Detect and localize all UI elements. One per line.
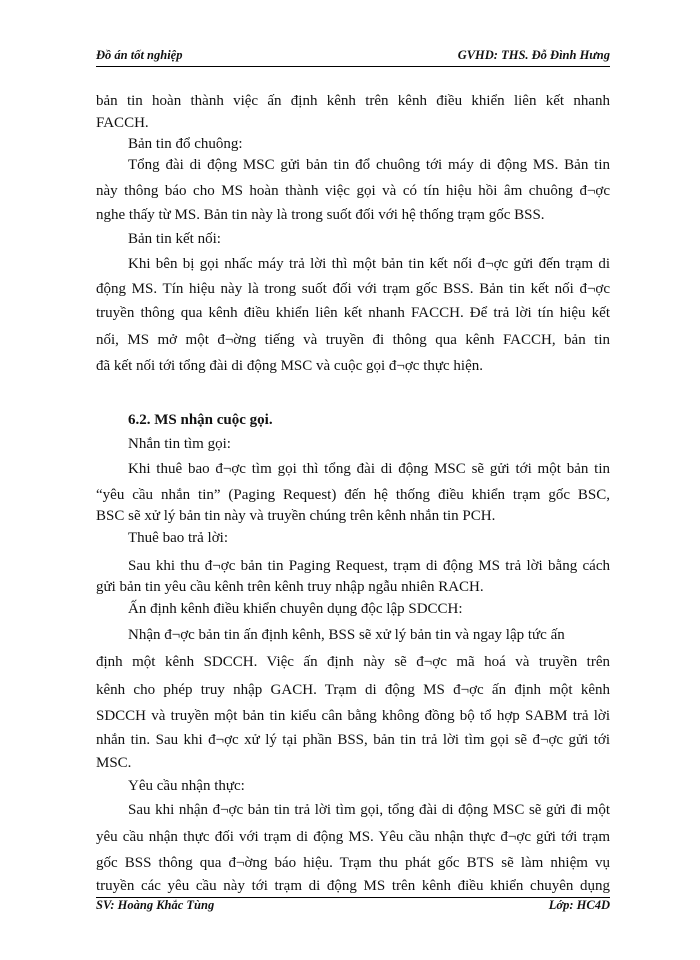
text-line: truyền các yêu cầu này tới trạm di động MS trên kênh điều khiển chuyên dụng — [96, 878, 610, 894]
subheading: Nhắn tin tìm gọi: — [128, 436, 231, 452]
text-line: bản tin hoàn thành việc ấn định kênh trên kênh điều khiển liên kết nhanh — [96, 93, 610, 109]
text-line: FACCH. — [96, 115, 149, 131]
text-line: nghe thấy từ MS. Bản tin này là trong suốt đối với hệ thống trạm gốc BSS. — [96, 207, 545, 223]
text-line: gốc BSS thông qua đ¬ờng báo hiệu. Trạm thu phát gốc BTS sẽ làm nhiệm vụ — [96, 855, 610, 871]
text-line: này thông báo cho MS hoàn thành việc gọi và có tín hiệu hồi âm chuông đ¬ợc — [96, 183, 610, 199]
text-line: động MS. Tín hiệu này là trong suốt đối với trạm gốc BSS. Bản tin kết nối đ¬ợc — [96, 281, 610, 297]
header-right: GVHD: THS. Đỗ Đình Hưng — [457, 48, 610, 62]
text-line: truyền thông qua kênh điều khiển liên kết nhanh FACCH. Để trả lời tín hiệu kết — [96, 305, 610, 321]
text-line: Tổng đài di động MSC gửi bản tin đổ chuông tới máy di động MS. Bản tin — [128, 157, 610, 173]
text-line: đã kết nối tới tổng đài di động MSC và cuộc gọi đ¬ợc thực hiện. — [96, 358, 483, 374]
footer-right: Lớp: HC4D — [548, 898, 610, 912]
subheading: Bản tin đổ chuông: — [128, 136, 243, 152]
page-footer — [96, 898, 610, 916]
text-line: MSC. — [96, 755, 132, 771]
text-line: nhắn tin. Sau khi đ¬ợc xử lý tại phần BSS, bản tin trả lời tìm gọi sẽ đ¬ợc gửi tới — [96, 732, 610, 748]
text-line: gửi bản tin yêu cầu kênh trên kênh truy nhập ngẫu nhiên RACH. — [96, 579, 484, 595]
text-line: Sau khi nhận đ¬ợc bản tin trả lời tìm gọi, tổng đài di động MSC sẽ gửi đi một — [128, 802, 610, 818]
text-line: Khi thuê bao đ¬ợc tìm gọi thì tổng đài di động MSC sẽ gửi tới một bản tin — [128, 461, 610, 477]
subheading: Ấn định kênh điều khiển chuyên dụng độc lập SDCCH: — [128, 601, 463, 617]
header-rule — [96, 66, 610, 67]
section-heading: 6.2. MS nhận cuộc gọi. — [128, 412, 273, 428]
text-line: Nhận đ¬ợc bản tin ấn định kênh, BSS sẽ xử lý bản tin và ngay lập tức ấn — [128, 627, 565, 643]
subheading: Bản tin kết nối: — [128, 231, 221, 247]
text-line: kênh cho phép truy nhập GACH. Trạm di động MS đ¬ợc ấn định một kênh — [96, 682, 610, 698]
page-header — [96, 48, 610, 66]
text-line: Sau khi thu đ¬ợc bản tin Paging Request, trạm di động MS trả lời bằng cách — [128, 558, 610, 574]
subheading: Thuê bao trả lời: — [128, 530, 228, 546]
header-left: Đồ án tốt nghiệp — [96, 48, 183, 62]
subheading: Yêu cầu nhận thực: — [128, 778, 245, 794]
text-line: yêu cầu nhận thực đối với trạm di động MS. Yêu cầu nhận thực đ¬ợc gửi tới trạm — [96, 829, 610, 845]
text-line: BSC sẽ xử lý bản tin này và truyền chúng trên kênh nhắn tin PCH. — [96, 508, 496, 524]
text-line: nối, MS mở một đ¬ờng tiếng và truyền đi thông qua kênh FACCH, bản tin — [96, 332, 610, 348]
text-line: “yêu cầu nhắn tin” (Paging Request) đến hệ thống điều khiển trạm gốc BSC, — [96, 487, 610, 503]
text-line: Khi bên bị gọi nhấc máy trả lời thì một bản tin kết nối đ¬ợc gửi đến trạm di — [128, 256, 610, 272]
text-line: SDCCH và truyền một bản tin kiểu cân bằng không đồng bộ tổ hợp SABM trả lời — [96, 708, 610, 724]
footer-left: SV: Hoàng Khắc Tùng — [96, 898, 215, 912]
text-line: định một kênh SDCCH. Việc ấn định này sẽ đ¬ợc mã hoá và truyền trên — [96, 654, 610, 670]
